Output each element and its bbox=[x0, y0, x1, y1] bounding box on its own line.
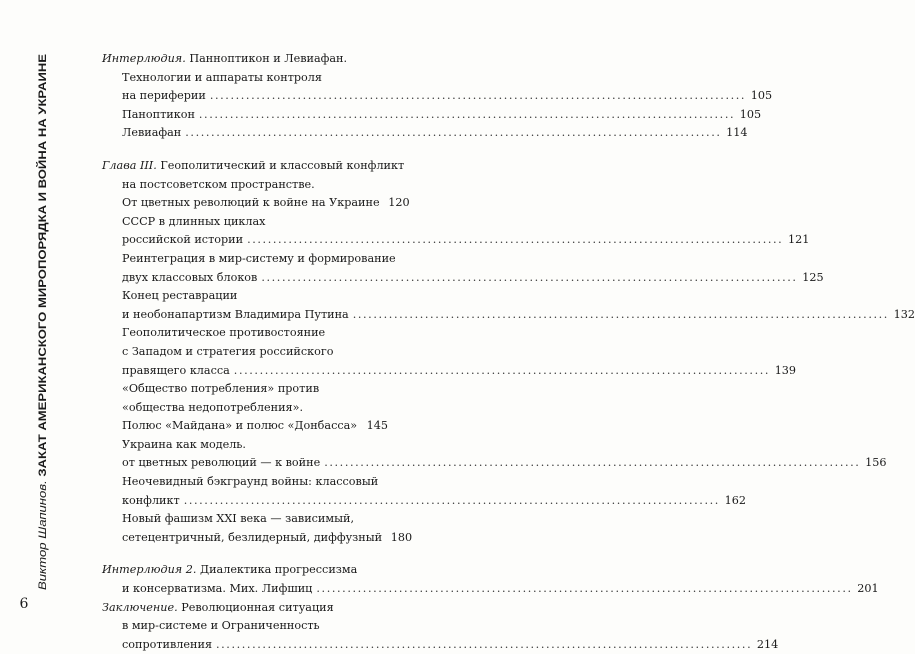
toc-page-number: 132 bbox=[893, 307, 915, 321]
toc-line bbox=[102, 417, 388, 436]
toc-line bbox=[102, 436, 388, 455]
toc-line bbox=[102, 561, 388, 580]
toc-text: сопротивления bbox=[122, 637, 212, 651]
toc-text: Геополитический и классовый конфликт bbox=[160, 158, 405, 172]
toc-text: Полюс «Майдана» и полюс «Донбасса» bbox=[122, 419, 358, 433]
toc-page-number: 121 bbox=[787, 233, 810, 247]
toc-text: «Общество потребления» против bbox=[122, 382, 320, 396]
dot-leader: ........................................................................................................ bbox=[198, 107, 736, 121]
toc-text: Новый фашизм XXI века — зависимый, bbox=[122, 512, 355, 526]
toc-page-number: 156 bbox=[865, 456, 887, 470]
toc-line bbox=[102, 362, 797, 381]
toc-line bbox=[102, 269, 824, 288]
toc-entry-interlude-2[interactable] bbox=[102, 561, 879, 598]
toc-line bbox=[102, 106, 762, 125]
toc-text: От цветных революций к войне на Украине bbox=[122, 196, 380, 210]
spine-title: ЗАКАТ АМЕРИКАНСКОГО МИРОПОРЯДКА И ВОЙНА НА УКРАИНЕ bbox=[37, 120, 49, 477]
toc-label: Заключение. bbox=[102, 600, 178, 614]
toc-text: на периферии bbox=[122, 89, 206, 103]
toc-line bbox=[102, 599, 388, 618]
toc-line bbox=[102, 231, 810, 250]
toc-label: Интерлюдия. bbox=[102, 52, 186, 65]
toc-page-number: 180 bbox=[390, 530, 413, 544]
toc-page-number: 201 bbox=[857, 582, 879, 596]
toc-text: Реинтеграция в мир-систему и формирование bbox=[122, 251, 396, 265]
toc-label: Глава III. bbox=[102, 158, 157, 172]
toc-text: «общества недопотребления». bbox=[122, 400, 304, 414]
toc-page-number: 125 bbox=[802, 270, 824, 284]
dot-leader: ........................................................................................................ bbox=[185, 126, 722, 140]
dot-leader: ........................................................................................................ bbox=[233, 363, 771, 377]
dot-leader: ........................................................................................................ bbox=[316, 582, 853, 596]
toc-entry-interlude-1[interactable] bbox=[102, 50, 773, 143]
toc-line bbox=[102, 636, 779, 654]
dot-leader: ........................................................................................................ bbox=[247, 233, 784, 247]
toc-text: конфликт bbox=[122, 493, 180, 507]
toc-line bbox=[102, 69, 388, 88]
toc-text: двух классовых блоков bbox=[122, 270, 258, 284]
toc-line bbox=[102, 194, 410, 213]
toc-page-number: 120 bbox=[388, 196, 410, 210]
toc-text: Украина как модель. bbox=[122, 437, 246, 451]
toc-text: правящего класса bbox=[122, 363, 230, 377]
toc-text: Панноптикон и Левиафан. bbox=[189, 52, 348, 65]
toc-text: Революционная ситуация bbox=[181, 600, 334, 614]
toc-line bbox=[102, 324, 388, 343]
toc-text: Диалектика прогрессизма bbox=[199, 563, 358, 577]
dot-leader: ........................................................................................................ bbox=[261, 270, 798, 284]
toc-text: с Западом и стратегия российского bbox=[122, 344, 334, 358]
dot-leader: ........................................................................................................ bbox=[216, 637, 753, 651]
toc-text: сетецентричный, безлидерный, диффузный bbox=[122, 530, 383, 544]
toc-text: и консерватизма. Мих. Лифшиц bbox=[122, 582, 313, 596]
toc-line bbox=[102, 287, 388, 306]
toc-text: от цветных революций — к войне bbox=[122, 456, 321, 470]
toc-text: на постсоветском пространстве. bbox=[122, 177, 315, 191]
toc-page-number: 214 bbox=[756, 637, 779, 651]
toc-line bbox=[102, 473, 388, 492]
toc-line bbox=[102, 380, 388, 399]
toc-page-number: 105 bbox=[750, 89, 773, 103]
dot-leader: ........................................................................................................ bbox=[209, 89, 747, 103]
toc-text: СССР в длинных циклах bbox=[122, 214, 266, 228]
toc-text: Конец реставрации bbox=[122, 289, 238, 303]
toc-text: в мир-системе и Ограниченность bbox=[122, 619, 320, 633]
dot-leader: ........................................................................................................ bbox=[183, 493, 720, 507]
toc-text: Неочевидный бэкграунд войны: классовый bbox=[122, 475, 379, 489]
toc-entry-chapter-3[interactable] bbox=[102, 157, 915, 547]
toc-line bbox=[102, 492, 746, 511]
toc-text: Геополитическое противостояние bbox=[122, 326, 326, 340]
toc-page-number: 105 bbox=[739, 107, 762, 121]
toc-page-number: 145 bbox=[366, 419, 388, 433]
toc-line bbox=[102, 124, 748, 143]
toc-line bbox=[102, 87, 773, 106]
toc-page-number: 114 bbox=[726, 126, 748, 140]
toc-text: и необонапартизм Владимира Путина bbox=[122, 307, 349, 321]
toc-line bbox=[102, 213, 388, 232]
dot-leader bbox=[361, 417, 362, 436]
toc-text: Левиафан bbox=[122, 126, 182, 140]
toc-line bbox=[102, 454, 887, 473]
toc-line bbox=[102, 306, 915, 325]
toc-line bbox=[102, 580, 879, 599]
page-number: 6 bbox=[19, 596, 29, 612]
toc-line bbox=[102, 529, 413, 548]
spine-author: Виктор Шапинов. bbox=[37, 497, 49, 590]
toc-line bbox=[102, 157, 405, 176]
spine-running-header bbox=[24, 50, 64, 590]
toc-page-number: 162 bbox=[724, 493, 746, 507]
toc-line bbox=[102, 617, 388, 636]
dot-leader: ........................................................................................................ bbox=[352, 307, 889, 321]
toc-line bbox=[102, 176, 388, 195]
toc-text: российской истории bbox=[122, 233, 244, 247]
toc-text: Паноптикон bbox=[122, 107, 195, 121]
svg-text:Виктор Шапинов. bbox=[36, 54, 49, 590]
toc-line bbox=[102, 50, 388, 69]
toc-line bbox=[102, 343, 388, 362]
dot-leader: ........................................................................................................ bbox=[324, 456, 861, 470]
toc-line bbox=[102, 250, 396, 269]
toc-entry-conclusion[interactable] bbox=[102, 599, 779, 654]
toc-line bbox=[102, 510, 388, 529]
toc-label: Интерлюдия 2. bbox=[102, 563, 197, 577]
toc-page-number: 139 bbox=[774, 363, 797, 377]
toc-text: Технологии и аппараты контроля bbox=[122, 70, 322, 84]
toc-line bbox=[102, 399, 388, 418]
table-of-contents bbox=[102, 50, 915, 654]
